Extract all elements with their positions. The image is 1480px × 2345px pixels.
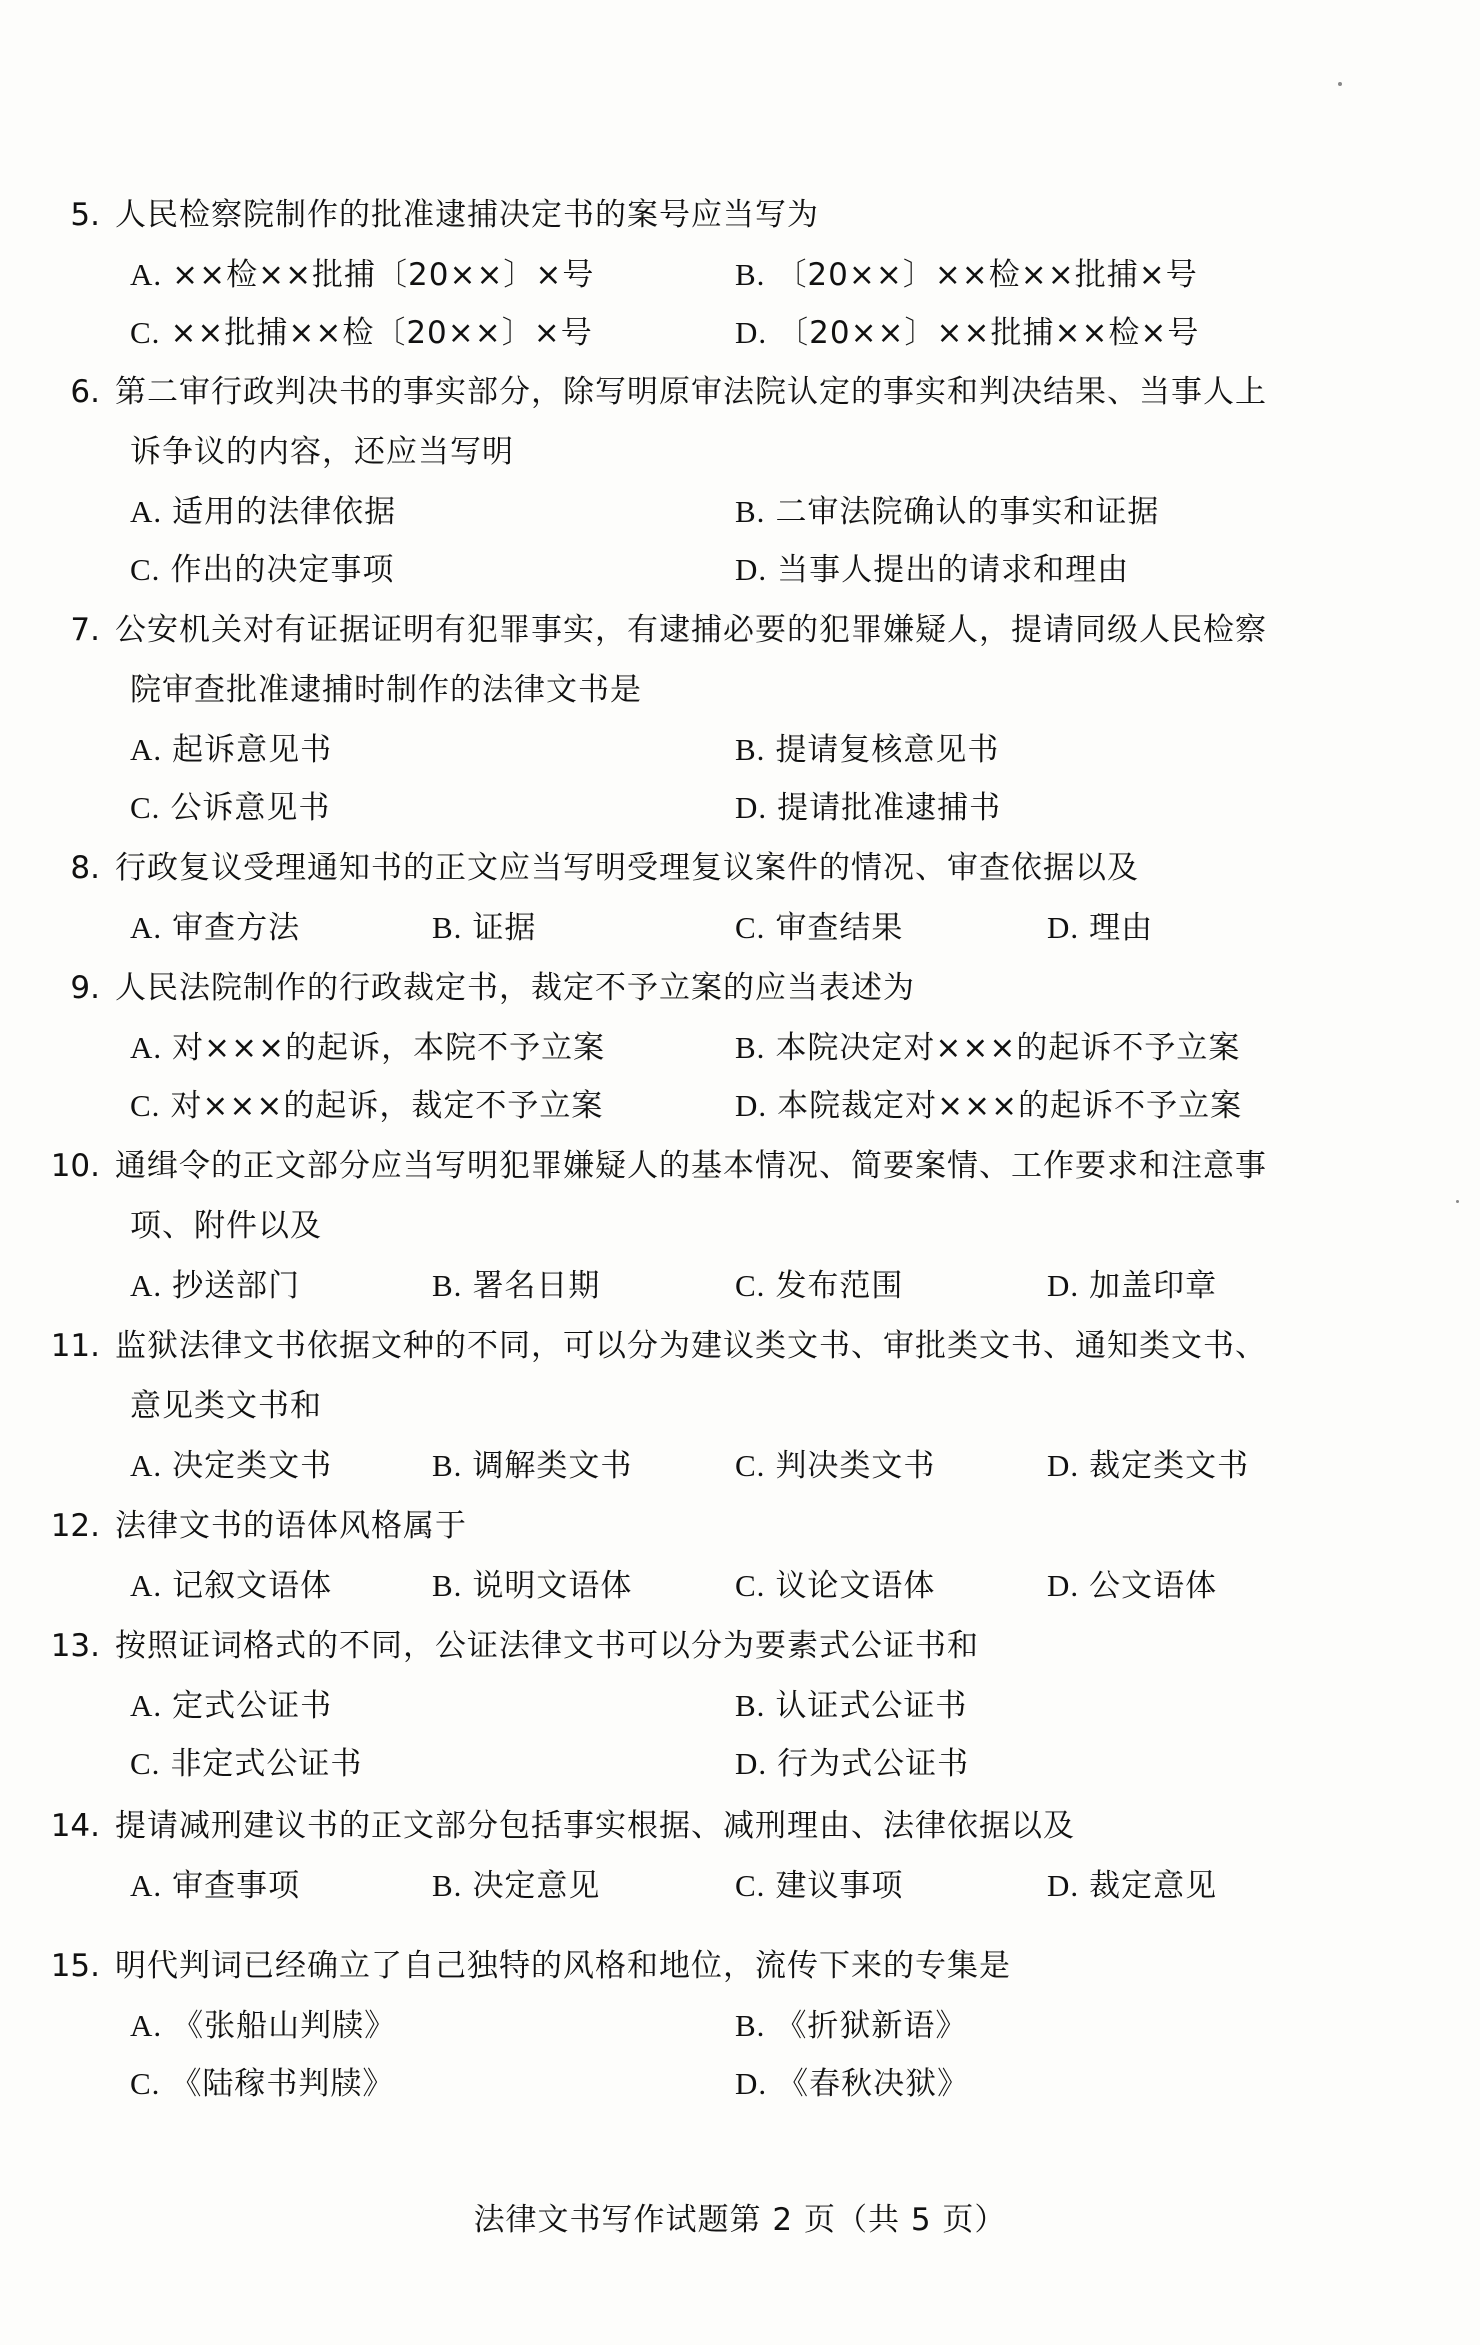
question-number: 9. — [70, 970, 100, 1006]
option-c: C. 公诉意见书 — [130, 790, 331, 826]
option-d: D. 《春秋决狱》 — [735, 2066, 970, 2102]
question-stem: 人民检察院制作的批准逮捕决定书的案号应当写为 — [115, 197, 819, 233]
option-d: D. 裁定意见 — [1047, 1868, 1218, 1904]
option-a: A. 决定类文书 — [130, 1448, 333, 1484]
question-number: 7. — [70, 612, 100, 648]
question-stem: 第二审行政判决书的事实部分，除写明原审法院认定的事实和判决结果、当事人上 — [115, 374, 1267, 410]
option-a: A. ××检××批捕〔20××〕×号 — [130, 257, 595, 293]
question-stem: 公安机关对有证据证明有犯罪事实，有逮捕必要的犯罪嫌疑人，提请同级人民检察 — [115, 612, 1267, 648]
option-a: A. 定式公证书 — [130, 1688, 333, 1724]
option-c: C. 对×××的起诉，裁定不予立案 — [130, 1088, 604, 1124]
option-a: A. 适用的法律依据 — [130, 494, 397, 530]
option-d: D. 行为式公证书 — [735, 1746, 970, 1782]
option-d: D. 理由 — [1047, 910, 1154, 946]
option-b: B. 证据 — [432, 910, 537, 946]
question-number: 15. — [50, 1948, 100, 1984]
option-a: A. 抄送部门 — [130, 1268, 301, 1304]
option-c: C. 议论文语体 — [735, 1568, 936, 1604]
option-b: B. 〔20××〕××检××批捕×号 — [735, 257, 1198, 293]
option-b: B. 决定意见 — [432, 1868, 601, 1904]
option-c: C. 发布范围 — [735, 1268, 904, 1304]
option-a: A. 起诉意见书 — [130, 732, 333, 768]
option-a: A. 《张船山判牍》 — [130, 2008, 397, 2044]
option-c: C. 建议事项 — [735, 1868, 904, 1904]
question-stem: 行政复议受理通知书的正文应当写明受理复议案件的情况、审查依据以及 — [115, 850, 1139, 886]
option-b: B. 说明文语体 — [432, 1568, 633, 1604]
question-stem-continued: 诉争议的内容，还应当写明 — [130, 434, 514, 470]
option-d: D. 当事人提出的请求和理由 — [735, 552, 1130, 588]
option-b: B. 本院决定对×××的起诉不予立案 — [735, 1030, 1241, 1066]
question-stem: 法律文书的语体风格属于 — [115, 1508, 467, 1544]
question-number: 5. — [70, 197, 100, 233]
option-d: D. 提请批准逮捕书 — [735, 790, 1002, 826]
question-stem-continued: 院审查批准逮捕时制作的法律文书是 — [130, 672, 642, 708]
option-a: A. 审查事项 — [130, 1868, 301, 1904]
question-stem: 提请减刑建议书的正文部分包括事实根据、减刑理由、法律依据以及 — [115, 1808, 1075, 1844]
question-number: 11. — [50, 1328, 100, 1364]
question-stem: 监狱法律文书依据文种的不同，可以分为建议类文书、审批类文书、通知类文书、 — [115, 1328, 1267, 1364]
question-stem: 人民法院制作的行政裁定书，裁定不予立案的应当表述为 — [115, 970, 915, 1006]
question-stem: 明代判词已经确立了自己独特的风格和地位，流传下来的专集是 — [115, 1948, 1011, 1984]
option-d: D. 公文语体 — [1047, 1568, 1218, 1604]
question-stem-continued: 项、附件以及 — [130, 1208, 322, 1244]
option-a: A. 对×××的起诉，本院不予立案 — [130, 1030, 606, 1066]
option-c: C. ××批捕××检〔20××〕×号 — [130, 315, 593, 351]
option-b: B. 《折狱新语》 — [735, 2008, 968, 2044]
option-b: B. 二审法院确认的事实和证据 — [735, 494, 1160, 530]
option-a: A. 记叙文语体 — [130, 1568, 333, 1604]
option-b: B. 认证式公证书 — [735, 1688, 968, 1724]
question-number: 6. — [70, 374, 100, 410]
scan-speck — [1338, 82, 1342, 86]
question-number: 10. — [50, 1148, 100, 1184]
option-a: A. 审查方法 — [130, 910, 301, 946]
option-d: D. 裁定类文书 — [1047, 1448, 1250, 1484]
option-d: D. 本院裁定对×××的起诉不予立案 — [735, 1088, 1243, 1124]
question-stem-continued: 意见类文书和 — [130, 1388, 322, 1424]
option-b: B. 调解类文书 — [432, 1448, 633, 1484]
question-number: 13. — [50, 1628, 100, 1664]
option-c: C. 非定式公证书 — [130, 1746, 363, 1782]
question-stem: 通缉令的正文部分应当写明犯罪嫌疑人的基本情况、简要案情、工作要求和注意事 — [115, 1148, 1267, 1184]
option-b: B. 署名日期 — [432, 1268, 601, 1304]
option-b: B. 提请复核意见书 — [735, 732, 1000, 768]
option-c: C. 《陆稼书判牍》 — [130, 2066, 395, 2102]
option-d: D. 〔20××〕××批捕××检×号 — [735, 315, 1200, 351]
question-number: 14. — [50, 1808, 100, 1844]
page-footer: 法律文书写作试题第 2 页（共 5 页） — [473, 2202, 1007, 2238]
option-c: C. 判决类文书 — [735, 1448, 936, 1484]
question-stem: 按照证词格式的不同，公证法律文书可以分为要素式公证书和 — [115, 1628, 979, 1664]
question-number: 12. — [50, 1508, 100, 1544]
scan-speck — [1456, 1200, 1459, 1203]
option-c: C. 作出的决定事项 — [130, 552, 395, 588]
question-number: 8. — [70, 850, 100, 886]
option-d: D. 加盖印章 — [1047, 1268, 1218, 1304]
option-c: C. 审查结果 — [735, 910, 904, 946]
